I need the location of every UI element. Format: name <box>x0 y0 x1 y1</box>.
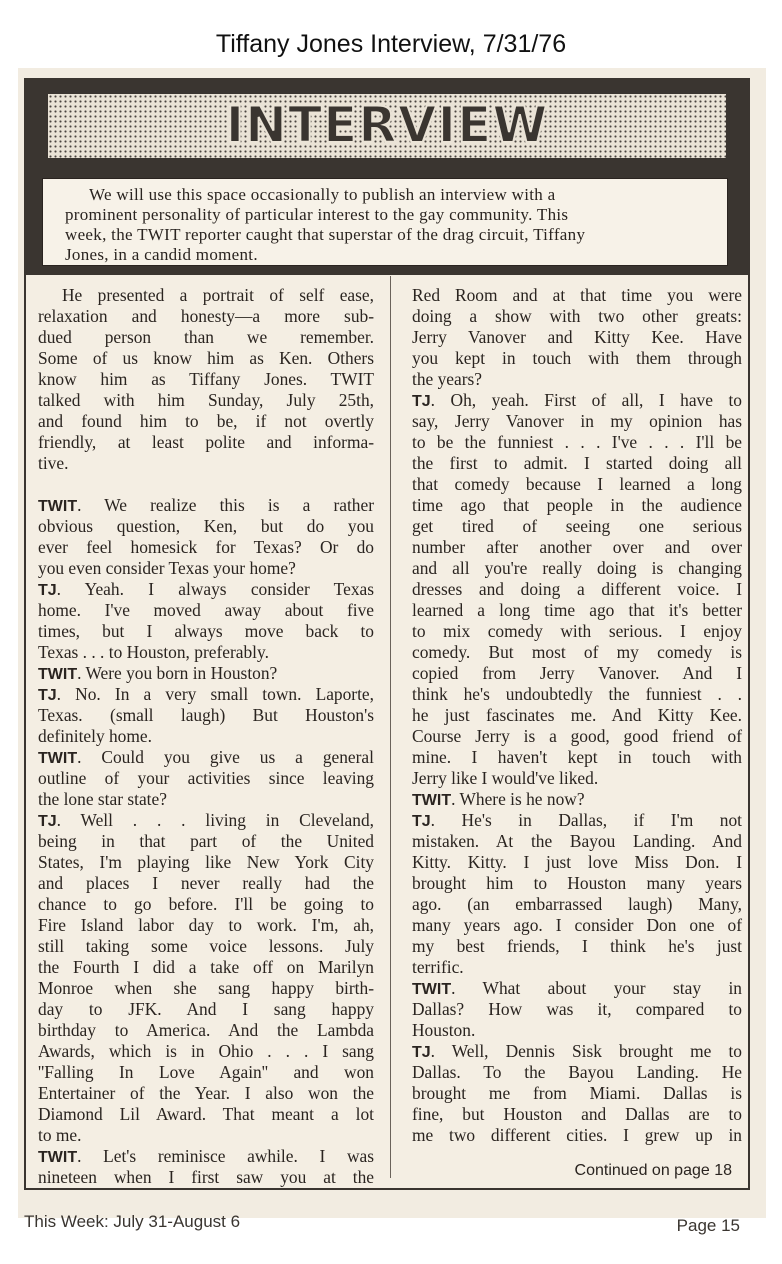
text-line <box>412 1041 742 1062</box>
text-line <box>412 1020 742 1041</box>
text-line <box>412 705 742 726</box>
line-text: my best friends, I think he's just <box>412 936 742 956</box>
text-line <box>38 1062 374 1083</box>
line-text: Entertainer of the Year. I also won the <box>38 1083 374 1103</box>
line-text: . Were you born in Houston? <box>77 663 278 683</box>
line-text: . Well, Dennis Sisk brought me to <box>430 1041 742 1061</box>
text-line <box>38 579 374 600</box>
line-text: get tired of seeing one serious <box>412 516 742 536</box>
text-line <box>38 789 374 810</box>
speaker-label: TJ <box>412 393 431 410</box>
text-line <box>412 306 742 327</box>
line-text: chance to go before. I'll be going to <box>38 894 374 914</box>
text-line <box>38 831 374 852</box>
text-line <box>38 453 374 474</box>
line-text: . What about your stay in <box>451 978 742 998</box>
article-frame <box>24 78 750 1190</box>
speaker-label: TWIT <box>38 666 78 683</box>
line-text: Diamond Lil Award. That meant a lot <box>38 1104 374 1124</box>
right-column <box>412 285 742 1146</box>
line-text: ''Falling In Love Again'' and won <box>38 1062 374 1082</box>
line-text: learned a long time ago that it's better <box>412 600 742 620</box>
text-line <box>412 747 742 768</box>
line-text: . We realize this is a rather <box>77 495 374 515</box>
line-text: Texas . . . to Houston, preferably. <box>38 642 269 662</box>
text-line <box>412 642 742 663</box>
text-line <box>412 789 742 810</box>
line-text: outline of your activities since leaving <box>38 768 374 788</box>
line-text: times, but I always move back to <box>38 621 374 641</box>
line-text: doing a show with two other greats: <box>412 306 742 326</box>
speaker-label: TJ <box>412 813 431 830</box>
line-text: . Where is he now? <box>451 789 585 809</box>
text-line <box>412 537 742 558</box>
intro-line: week, the TWIT reporter caught that superstar of the drag circuit, Tiffany <box>65 225 586 244</box>
footer-issue-date: This Week: July 31-August 6 <box>24 1212 241 1231</box>
text-line <box>412 285 742 306</box>
text-line <box>38 621 374 642</box>
intro-box <box>42 178 728 266</box>
intro-line: prominent personality of particular interest to the gay community. This <box>65 205 569 224</box>
text-line <box>38 348 374 369</box>
halftone-band <box>48 94 726 158</box>
line-text: Some of us know him as Ken. Others <box>38 348 374 368</box>
speaker-label: TJ <box>38 813 57 830</box>
line-text: Texas. (small laugh) But Houston's <box>38 705 374 725</box>
text-line <box>38 642 374 663</box>
line-text: tive. <box>38 453 69 473</box>
line-text: being in that part of the United <box>38 831 374 851</box>
column-divider <box>390 276 391 1178</box>
text-line <box>412 663 742 684</box>
text-line <box>412 453 742 474</box>
text-line <box>412 768 742 789</box>
line-text: brought me from Miami. Dallas is <box>412 1083 742 1103</box>
text-line <box>38 705 374 726</box>
line-text: you kept in touch with them through <box>412 348 742 368</box>
text-line <box>38 684 374 705</box>
line-text: . Could you give us a general <box>77 747 374 767</box>
text-line <box>38 957 374 978</box>
left-column <box>38 285 374 1188</box>
text-line <box>38 1167 374 1188</box>
text-line <box>38 285 374 306</box>
line-text: number after another over and over <box>412 537 742 557</box>
line-text: nineteen when I first saw you at the <box>38 1167 374 1187</box>
text-line <box>38 852 374 873</box>
line-text: comedy. But most of my comedy is <box>412 642 742 662</box>
line-text: . Let's reminisce awhile. I was <box>77 1146 374 1166</box>
line-text: dresses and doing a different voice. I <box>412 579 742 599</box>
line-text: . No. In a very small town. Laporte, <box>56 684 374 704</box>
line-text: fine, but Houston and Dallas are to <box>412 1104 742 1124</box>
text-line <box>412 999 742 1020</box>
speaker-label: TJ <box>38 687 57 704</box>
text-line <box>38 516 374 537</box>
text-line <box>38 726 374 747</box>
line-text: Course Jerry is a good, good friend of <box>412 726 742 746</box>
line-text: and found him to be, if not overtly <box>38 411 374 431</box>
line-text: me two different cities. I grew up in <box>412 1125 742 1145</box>
line-text: Dallas. To the Bayou Landing. He <box>412 1062 742 1082</box>
text-line <box>38 1146 374 1167</box>
text-line <box>38 306 374 327</box>
text-line <box>38 600 374 621</box>
line-text: mistaken. At the Bayou Landing. And <box>412 831 742 851</box>
text-line <box>38 894 374 915</box>
text-line <box>412 915 742 936</box>
line-text: ago. (an embarrassed laugh) Many, <box>412 894 742 914</box>
line-text: think he's undoubtedly the funniest . . <box>412 684 742 704</box>
text-line <box>412 558 742 579</box>
line-text: the first to admit. I started doing all <box>412 453 742 473</box>
text-line <box>38 432 374 453</box>
line-text: Red Room and at that time you were <box>412 285 742 305</box>
text-line <box>412 579 742 600</box>
text-line <box>38 1104 374 1125</box>
line-text: Monroe when she sang happy birth- <box>38 978 374 998</box>
intro-line: We will use this space occasionally to publish an interview with a <box>89 185 556 204</box>
speaker-label: TWIT <box>412 792 452 809</box>
line-text: Kitty. Kitty. I just love Miss Don. I <box>412 852 742 872</box>
interview-banner <box>26 80 748 275</box>
speaker-label: TJ <box>38 582 57 599</box>
line-text: time ago that people in the audience <box>412 495 742 515</box>
text-line <box>38 1041 374 1062</box>
text-line <box>38 873 374 894</box>
text-line <box>38 978 374 999</box>
text-line <box>38 936 374 957</box>
footer-page-number: Page 15 <box>676 1216 740 1235</box>
text-line <box>412 621 742 642</box>
intro-line: Jones, in a candid moment. <box>65 245 258 264</box>
speaker-label: TWIT <box>412 981 452 998</box>
text-line <box>38 663 374 684</box>
continued-note: Continued on page 18 <box>574 1162 732 1179</box>
line-text: birthday to America. And the Lambda <box>38 1020 374 1040</box>
text-line <box>38 369 374 390</box>
text-line <box>38 411 374 432</box>
line-text: many years ago. I consider Don one of <box>412 915 742 935</box>
line-text: and places I never really had the <box>38 873 374 893</box>
line-text: the Fourth I did a take off on Marilyn <box>38 957 374 977</box>
text-line <box>38 558 374 579</box>
text-line <box>38 537 374 558</box>
text-line <box>412 1104 742 1125</box>
line-text: relaxation and honesty—a more sub- <box>38 306 374 326</box>
text-line <box>412 390 742 411</box>
text-line <box>412 348 742 369</box>
line-text: Dallas? How was it, compared to <box>412 999 742 1019</box>
paragraph-gap <box>38 474 374 495</box>
text-line <box>412 810 742 831</box>
banner-word: INTERVIEW <box>225 96 549 154</box>
line-text: Fire Island labor day to work. I'm, ah, <box>38 915 374 935</box>
line-text: ever feel homesick for Texas? Or do <box>38 537 374 557</box>
line-text: . He's in Dallas, if I'm not <box>430 810 742 830</box>
text-line <box>38 747 374 768</box>
text-line <box>412 684 742 705</box>
line-text: copied from Jerry Vanover. And I <box>412 663 742 683</box>
text-line <box>38 768 374 789</box>
line-text: friendly, at least polite and informa- <box>38 432 374 452</box>
line-text: Jerry like I would've liked. <box>412 768 599 788</box>
line-text: know him as Tiffany Jones. TWIT <box>38 369 374 389</box>
line-text: day to JFK. And I sang happy <box>38 999 374 1019</box>
line-text: Jerry Vanover and Kitty Kee. Have <box>412 327 742 347</box>
text-line <box>38 1083 374 1104</box>
line-text: you even consider Texas your home? <box>38 558 296 578</box>
text-line <box>412 726 742 747</box>
line-text: he just fascinates me. And Kitty Kee. <box>412 705 742 725</box>
speaker-label: TWIT <box>38 750 78 767</box>
text-line <box>412 894 742 915</box>
line-text: definitely home. <box>38 726 152 746</box>
line-text: Houston. <box>412 1020 476 1040</box>
text-line <box>38 999 374 1020</box>
line-text: obvious question, Ken, but do you <box>38 516 374 536</box>
text-line <box>412 369 742 390</box>
line-text: to me. <box>38 1125 82 1145</box>
text-line <box>38 1125 374 1146</box>
speaker-label: TWIT <box>38 498 78 515</box>
text-line <box>412 474 742 495</box>
text-line <box>412 600 742 621</box>
line-text: . Yeah. I always consider Texas <box>56 579 374 599</box>
line-text: States, I'm playing like New York City <box>38 852 374 872</box>
text-line <box>412 327 742 348</box>
text-line <box>38 390 374 411</box>
line-text: mine. I haven't kept in touch with <box>412 747 742 767</box>
line-text: still taking some voice lessons. July <box>38 936 374 956</box>
line-text: the lone star state? <box>38 789 167 809</box>
text-line <box>412 1083 742 1104</box>
line-text: that comedy because I learned a long <box>412 474 742 494</box>
line-text: Awards, which is in Ohio . . . I sang <box>38 1041 374 1061</box>
line-text: the years? <box>412 369 483 389</box>
text-line <box>412 1062 742 1083</box>
text-line <box>38 915 374 936</box>
page-title: Tiffany Jones Interview, 7/31/76 <box>215 30 567 58</box>
line-text: . Oh, yeah. First of all, I have to <box>430 390 742 410</box>
text-line <box>412 852 742 873</box>
text-line <box>38 327 374 348</box>
text-line <box>412 936 742 957</box>
text-line <box>412 411 742 432</box>
text-line <box>412 1125 742 1146</box>
line-text: say, Jerry Vanover in my opinion has <box>412 411 742 431</box>
text-line <box>38 810 374 831</box>
line-text: to mix comedy with serious. I enjoy <box>412 621 742 641</box>
text-line <box>412 873 742 894</box>
speaker-label: TWIT <box>38 1149 78 1166</box>
line-text: terrific. <box>412 957 464 977</box>
text-line <box>38 1020 374 1041</box>
line-text: dued person than we remember. <box>38 327 374 347</box>
speaker-label: TJ <box>412 1044 431 1061</box>
text-line <box>412 516 742 537</box>
text-line <box>412 978 742 999</box>
text-line <box>412 495 742 516</box>
line-text: brought him to Houston many years <box>412 873 742 893</box>
line-text: talked with him Sunday, July 25th, <box>38 390 374 410</box>
text-line <box>412 432 742 453</box>
text-line <box>412 957 742 978</box>
line-text: and all you're really doing is changing <box>412 558 742 578</box>
line-text: He presented a portrait of self ease, <box>62 285 374 305</box>
line-text: . Well . . . living in Cleveland, <box>56 810 374 830</box>
text-line <box>412 831 742 852</box>
line-text: home. I've moved away about five <box>38 600 374 620</box>
text-line <box>38 495 374 516</box>
line-text: to be the funniest . . . I've . . . I'll be <box>412 432 742 452</box>
